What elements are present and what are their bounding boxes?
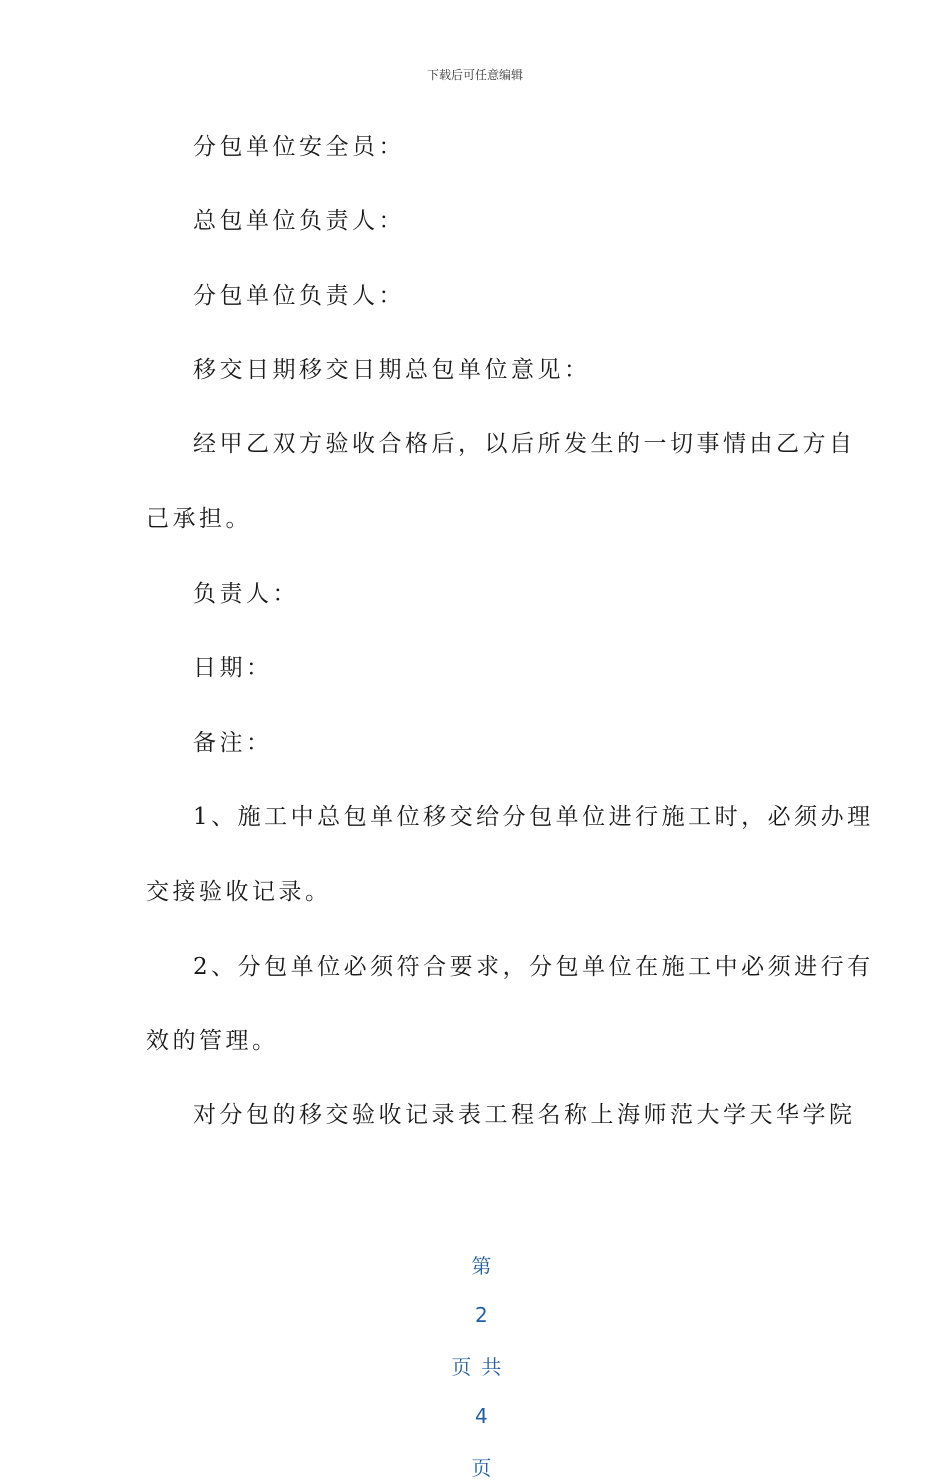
footer-suffix: 页 <box>471 1456 492 1480</box>
text-line-note-1-cont: 交接验收记录。 <box>146 879 332 905</box>
footer-prefix: 第 <box>471 1254 492 1278</box>
text-line-general-contractor-lead: 总包单位负责人： <box>193 208 405 234</box>
page-header: 下载后可任意编辑 <box>426 68 523 82</box>
text-line-note-1: 1、施工中总包单位移交给分包单位进行施工时，必须办理 <box>193 804 874 830</box>
text-line-safety-officer: 分包单位安全员： <box>193 134 405 160</box>
text-line-notes-heading: 备注： <box>193 730 273 756</box>
text-line-subcontractor-lead: 分包单位负责人： <box>193 283 405 309</box>
text-line-date: 日期： <box>193 655 273 681</box>
footer-page-number: 2 <box>474 1303 488 1327</box>
page-footer <box>0 1226 950 1481</box>
text-line-record-title: 对分包的移交验收记录表工程名称上海师范大学天华学院 <box>193 1102 856 1128</box>
text-line-note-2-cont: 效的管理。 <box>146 1028 279 1054</box>
text-line-acceptance-statement-cont: 己承担。 <box>146 506 252 532</box>
footer-mid: 页共 <box>451 1355 512 1379</box>
footer-total-pages: 4 <box>474 1404 488 1428</box>
text-line-responsible-person: 负责人： <box>193 581 299 607</box>
text-line-handover-date: 移交日期移交日期总包单位意见： <box>193 357 591 383</box>
text-line-acceptance-statement: 经甲乙双方验收合格后，以后所发生的一切事情由乙方自 <box>193 431 856 457</box>
text-line-note-2: 2、分包单位必须符合要求，分包单位在施工中必须进行有 <box>193 954 874 980</box>
